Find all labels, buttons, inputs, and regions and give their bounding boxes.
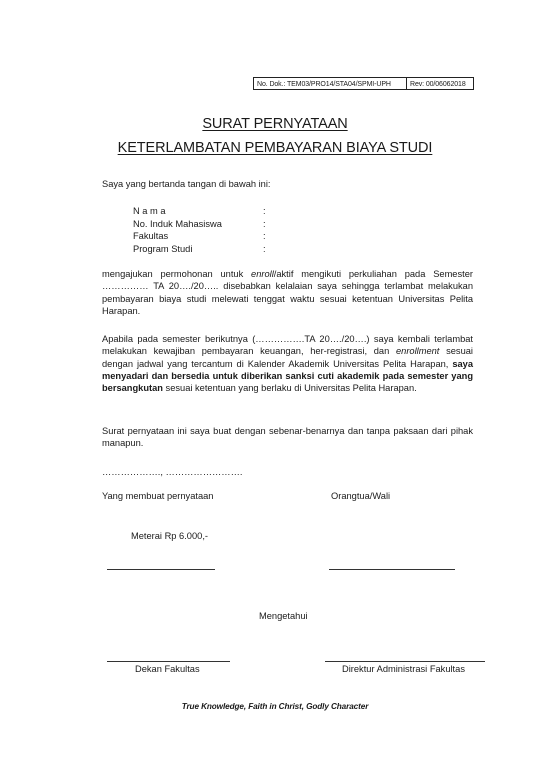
- field-faculty-colon: :: [263, 231, 266, 241]
- field-student-id-colon: :: [263, 219, 266, 229]
- stamp-duty-note: Meterai Rp 6.000,-: [131, 531, 208, 541]
- dean-signature-line: [107, 661, 230, 662]
- field-faculty-label: Fakultas: [133, 231, 169, 241]
- field-study-program: [133, 244, 333, 256]
- place-date-blank: ………………., …………………….: [102, 467, 243, 477]
- paragraph-sanction: [102, 333, 473, 394]
- footer-motto: True Knowledge, Faith in Christ, Godly Character: [181, 702, 369, 711]
- document-code-box: [253, 77, 474, 90]
- para2-text-b: sesuai dengan jadwal yang tercantum di Kalender Akademik Universitas Pelita Harapan,: [102, 346, 473, 369]
- field-study-program-colon: :: [263, 244, 266, 254]
- parent-signature-line: [329, 569, 455, 570]
- field-study-program-label: Program Studi: [133, 244, 193, 254]
- director-label: Direktur Administrasi Fakultas: [342, 664, 465, 674]
- para2-italic-enrollment: enrollment: [395, 346, 440, 357]
- field-faculty: [133, 231, 333, 243]
- title-line-1: SURAT PERNYATAAN: [202, 116, 348, 132]
- document-number: No. Dok.: TEM03/PRO14/STA04/SPMI-UPH: [257, 81, 391, 88]
- paragraph-declaration: Surat pernyataan ini saya buat dengan sebenar-benarnya dan tanpa paksaan dari pihak manapun.: [102, 426, 473, 449]
- director-signature-line: [325, 661, 485, 662]
- field-name-colon: :: [263, 206, 266, 216]
- para2-bold-sanction: saya menyadari dan bersedia untuk diberikan sanksi cuti akademik pada semester yang bersangkutan: [102, 358, 473, 394]
- field-name-label: N a m a: [133, 206, 166, 216]
- revision-number: Rev: 00/06062018: [406, 78, 473, 89]
- dean-label: Dekan Fakultas: [135, 664, 200, 674]
- para2-text-c: sesuai ketentuan yang berlaku di Universitas Pelita Harapan.: [162, 383, 417, 394]
- field-student-id-label: No. Induk Mahasiswa: [133, 219, 222, 229]
- title-line-2: KETERLAMBATAN PEMBAYARAN BIAYA STUDI: [117, 140, 433, 156]
- paragraph-request: [102, 268, 473, 317]
- field-name: [133, 206, 333, 218]
- acknowledged-label: Mengetahui: [259, 611, 308, 621]
- parent-guardian-label: Orangtua/Wali: [331, 491, 391, 501]
- field-student-id: [133, 219, 333, 231]
- declarant-signature-line: [107, 569, 215, 570]
- para1-italic-enroll: enroll: [251, 269, 274, 279]
- declarant-label: Yang membuat pernyataan: [102, 491, 214, 501]
- para1-text-a: mengajukan permohonan untuk: [102, 269, 252, 279]
- intro-text: Saya yang bertanda tangan di bawah ini:: [102, 179, 271, 189]
- para2-text-a: Apabila pada semester berikutnya (…………….TA 20…./20….) saya kembali terlambat melakukan kewajiban pembayaran keuangan, her-registrasi, dan: [102, 334, 473, 357]
- para1-text-b: /aktif mengikuti perkuliahan pada Semester …………… TA 20…./20….. disebabkan kelalaian saya sehingga terlambat melakukan pembayaran biaya studi melewati tenggat waktu sesuai ketentuan Universitas Pelita Harapan.: [102, 269, 473, 316]
